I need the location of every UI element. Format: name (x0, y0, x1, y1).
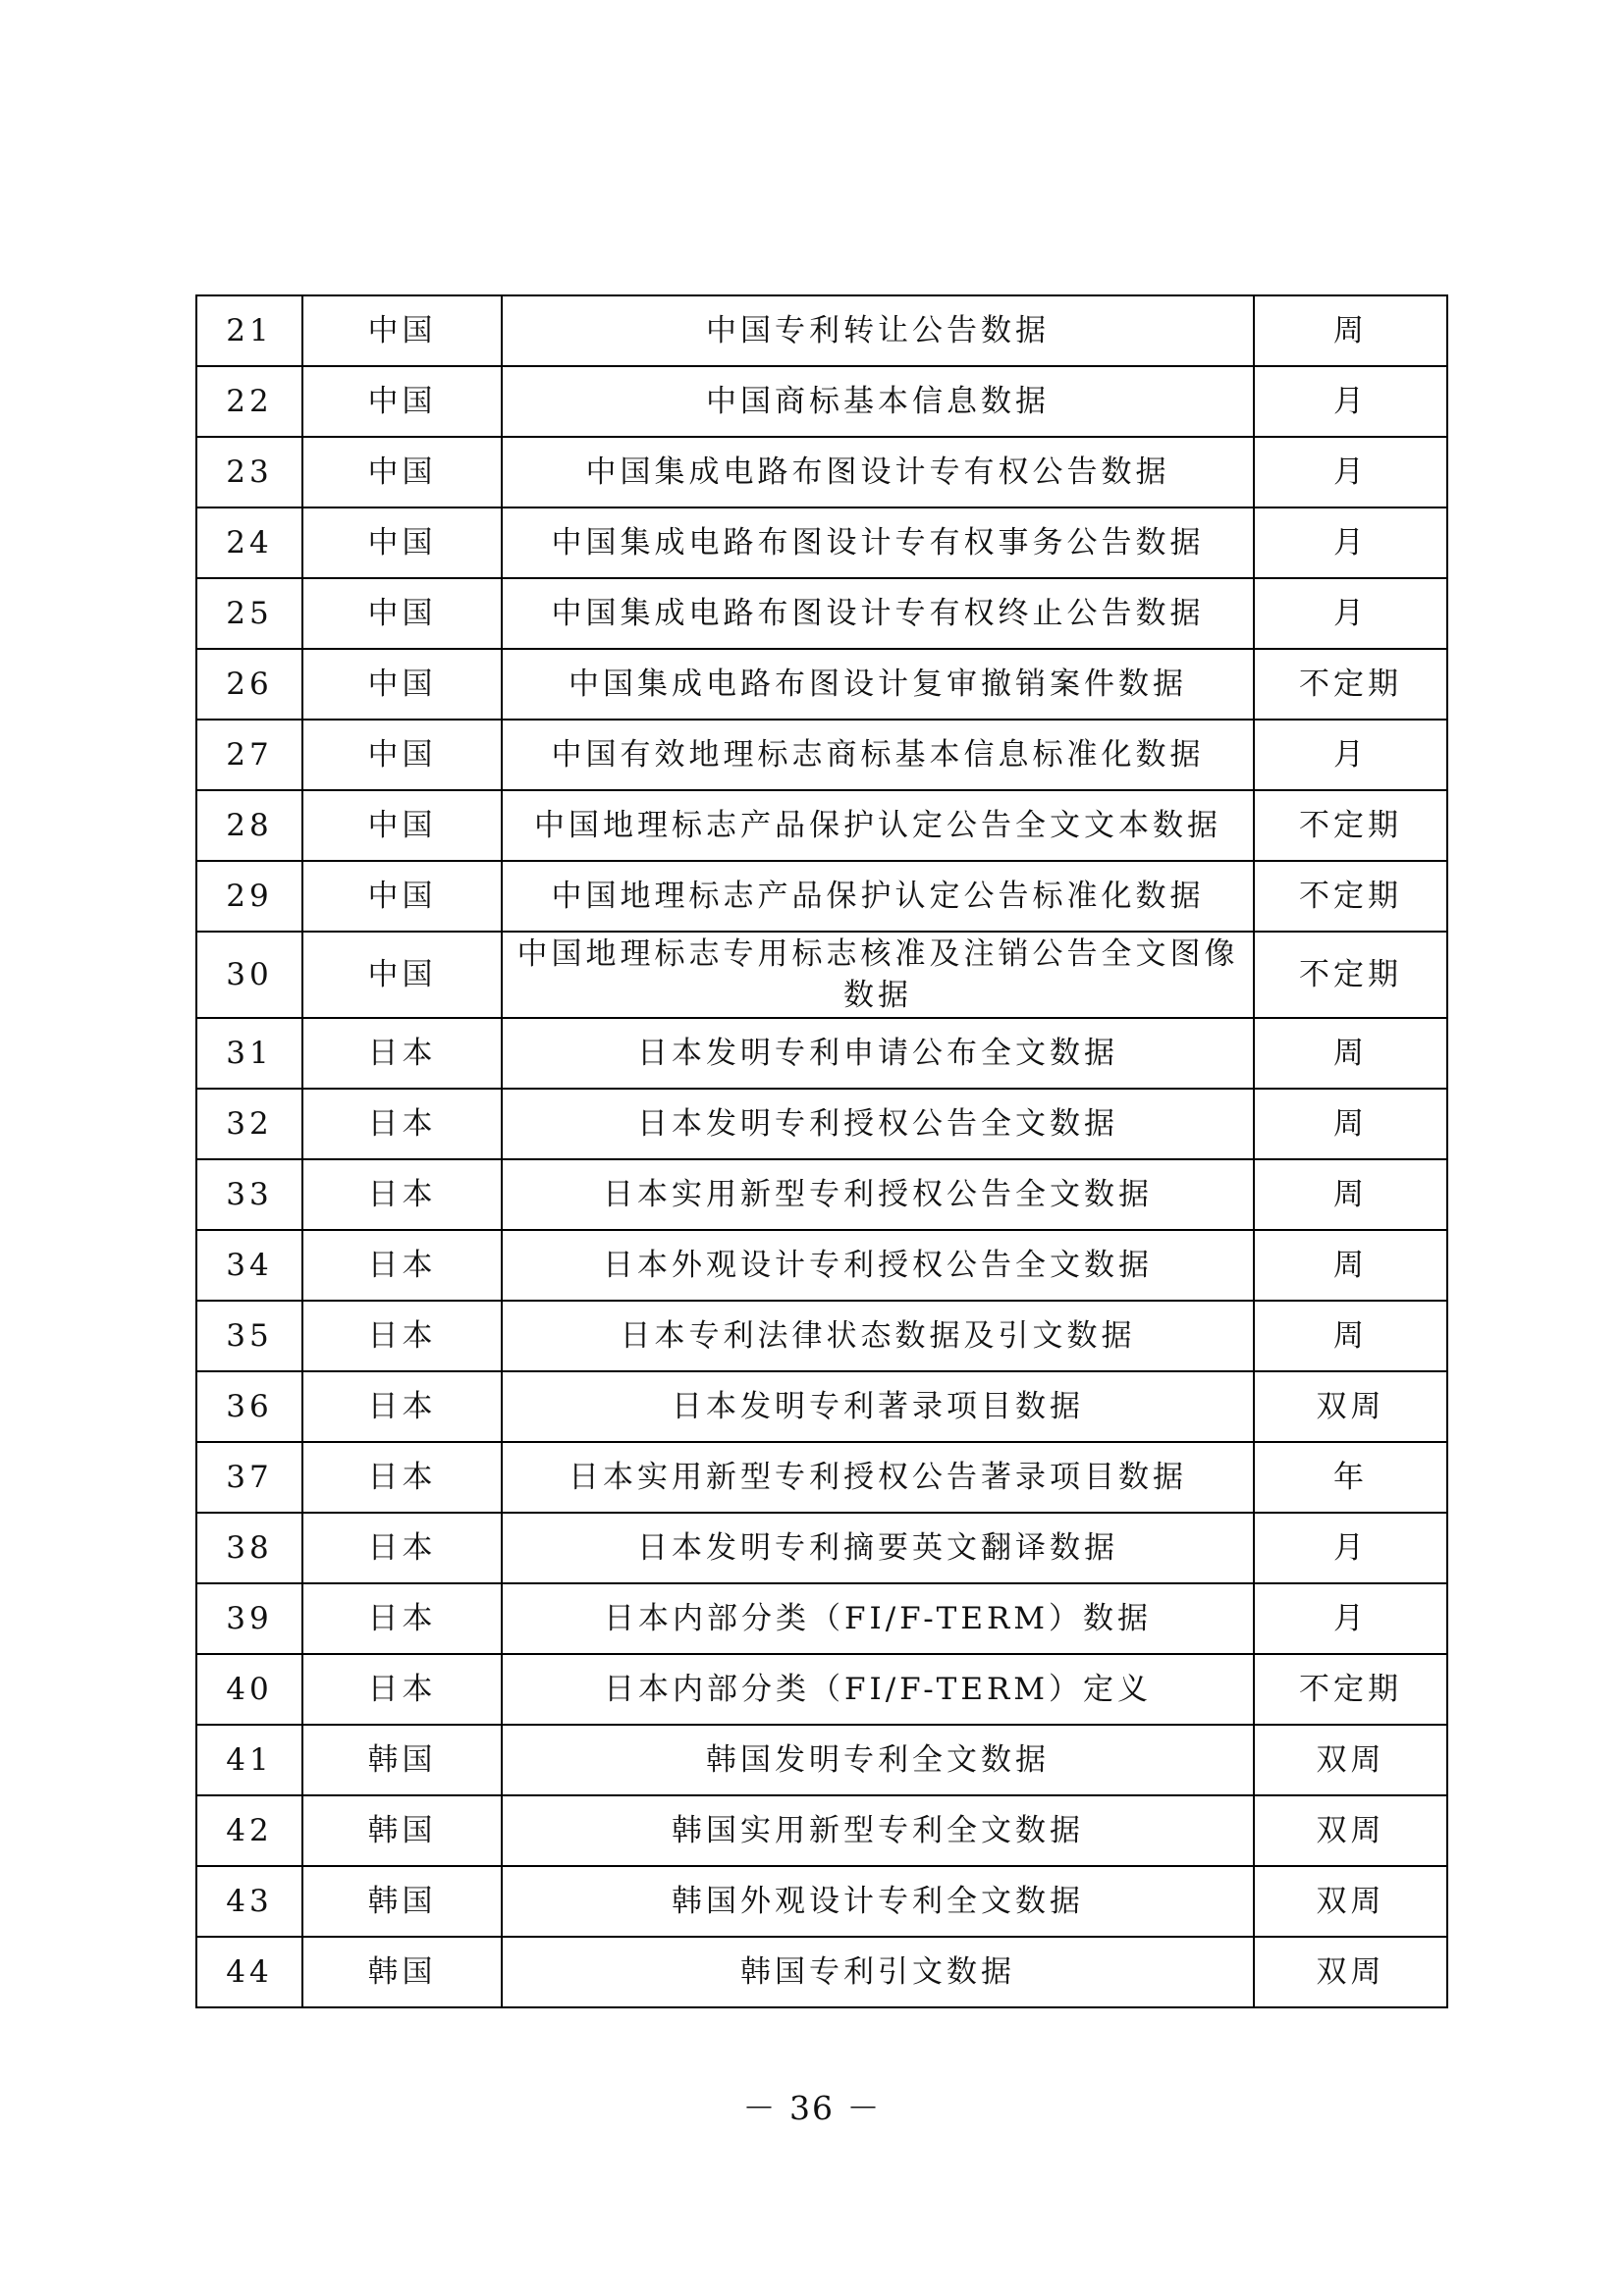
row-data-name: 日本实用新型专利授权公告著录项目数据 (502, 1442, 1254, 1513)
row-frequency: 不定期 (1254, 790, 1447, 861)
table-row (196, 649, 1447, 720)
row-data-name: 韩国发明专利全文数据 (502, 1725, 1254, 1795)
row-number: 35 (196, 1301, 302, 1371)
row-country: 中国 (302, 578, 502, 649)
table-row (196, 507, 1447, 578)
row-country: 日本 (302, 1301, 502, 1371)
row-frequency: 不定期 (1254, 649, 1447, 720)
row-number: 23 (196, 437, 302, 507)
row-number: 24 (196, 507, 302, 578)
row-country: 日本 (302, 1442, 502, 1513)
row-number: 28 (196, 790, 302, 861)
row-data-name: 日本发明专利著录项目数据 (502, 1371, 1254, 1442)
row-country: 中国 (302, 790, 502, 861)
table-row (196, 366, 1447, 437)
table-row (196, 1513, 1447, 1583)
row-frequency: 月 (1254, 578, 1447, 649)
row-country: 韩国 (302, 1937, 502, 2007)
row-number: 43 (196, 1866, 302, 1937)
row-number: 33 (196, 1159, 302, 1230)
row-frequency: 周 (1254, 1089, 1447, 1159)
row-number: 32 (196, 1089, 302, 1159)
row-country: 中国 (302, 366, 502, 437)
row-data-name: 韩国专利引文数据 (502, 1937, 1254, 2007)
row-number: 38 (196, 1513, 302, 1583)
table-row (196, 720, 1447, 790)
row-frequency: 周 (1254, 1301, 1447, 1371)
row-number: 25 (196, 578, 302, 649)
row-data-name: 日本发明专利授权公告全文数据 (502, 1089, 1254, 1159)
row-data-name: 日本外观设计专利授权公告全文数据 (502, 1230, 1254, 1301)
table-row (196, 1301, 1447, 1371)
row-number: 22 (196, 366, 302, 437)
row-frequency: 双周 (1254, 1866, 1447, 1937)
page-number: － 36 － (742, 2089, 882, 2127)
row-number: 34 (196, 1230, 302, 1301)
row-frequency: 月 (1254, 507, 1447, 578)
table-row (196, 1654, 1447, 1725)
row-country: 中国 (302, 437, 502, 507)
row-frequency: 不定期 (1254, 932, 1447, 1018)
row-frequency: 双周 (1254, 1371, 1447, 1442)
row-number: 37 (196, 1442, 302, 1513)
row-country: 日本 (302, 1230, 502, 1301)
row-country: 日本 (302, 1513, 502, 1583)
table-row (196, 437, 1447, 507)
row-number: 29 (196, 861, 302, 932)
row-country: 中国 (302, 861, 502, 932)
row-data-name: 中国地理标志产品保护认定公告标准化数据 (502, 861, 1254, 932)
table-row (196, 578, 1447, 649)
row-number: 27 (196, 720, 302, 790)
row-country: 韩国 (302, 1725, 502, 1795)
row-frequency: 双周 (1254, 1795, 1447, 1866)
table-body (196, 295, 1447, 2007)
row-data-name: 中国集成电路布图设计复审撤销案件数据 (502, 649, 1254, 720)
row-data-name: 中国集成电路布图设计专有权事务公告数据 (502, 507, 1254, 578)
row-data-name: 中国有效地理标志商标基本信息标准化数据 (502, 720, 1254, 790)
row-data-name: 日本发明专利申请公布全文数据 (502, 1018, 1254, 1089)
row-number: 21 (196, 295, 302, 366)
row-frequency: 月 (1254, 720, 1447, 790)
data-resource-table (195, 294, 1448, 2008)
table-row (196, 1371, 1447, 1442)
table-row (196, 1725, 1447, 1795)
row-frequency: 周 (1254, 1230, 1447, 1301)
row-country: 日本 (302, 1089, 502, 1159)
table-row (196, 932, 1447, 1018)
row-frequency: 周 (1254, 1018, 1447, 1089)
row-data-name: 中国集成电路布图设计专有权公告数据 (502, 437, 1254, 507)
row-number: 30 (196, 932, 302, 1018)
table-row (196, 790, 1447, 861)
row-data-name: 中国专利转让公告数据 (502, 295, 1254, 366)
table-row (196, 1230, 1447, 1301)
row-frequency: 双周 (1254, 1937, 1447, 2007)
row-number: 41 (196, 1725, 302, 1795)
row-frequency: 月 (1254, 1513, 1447, 1583)
table-row (196, 295, 1447, 366)
row-data-name: 日本内部分类（FI/F-TERM）定义 (502, 1654, 1254, 1725)
row-frequency: 双周 (1254, 1725, 1447, 1795)
row-country: 中国 (302, 295, 502, 366)
row-data-name: 日本发明专利摘要英文翻译数据 (502, 1513, 1254, 1583)
table-row (196, 1089, 1447, 1159)
row-data-name: 韩国实用新型专利全文数据 (502, 1795, 1254, 1866)
row-country: 日本 (302, 1654, 502, 1725)
row-number: 26 (196, 649, 302, 720)
row-data-name: 中国集成电路布图设计专有权终止公告数据 (502, 578, 1254, 649)
row-country: 日本 (302, 1018, 502, 1089)
row-number: 42 (196, 1795, 302, 1866)
table-row (196, 1159, 1447, 1230)
table-row (196, 1937, 1447, 2007)
row-frequency: 周 (1254, 1159, 1447, 1230)
row-country: 中国 (302, 932, 502, 1018)
row-frequency: 月 (1254, 366, 1447, 437)
table-row (196, 1583, 1447, 1654)
row-country: 中国 (302, 720, 502, 790)
row-country: 日本 (302, 1159, 502, 1230)
table-row (196, 1018, 1447, 1089)
table-row (196, 1795, 1447, 1866)
row-frequency: 年 (1254, 1442, 1447, 1513)
row-frequency: 月 (1254, 437, 1447, 507)
row-data-name: 中国地理标志产品保护认定公告全文文本数据 (502, 790, 1254, 861)
row-number: 36 (196, 1371, 302, 1442)
table-row (196, 861, 1447, 932)
row-data-name: 中国地理标志专用标志核准及注销公告全文图像数据 (502, 932, 1254, 1018)
row-number: 40 (196, 1654, 302, 1725)
row-country: 中国 (302, 507, 502, 578)
row-data-name: 韩国外观设计专利全文数据 (502, 1866, 1254, 1937)
row-frequency: 周 (1254, 295, 1447, 366)
row-frequency: 不定期 (1254, 1654, 1447, 1725)
row-country: 韩国 (302, 1795, 502, 1866)
row-number: 39 (196, 1583, 302, 1654)
row-country: 韩国 (302, 1866, 502, 1937)
row-country: 日本 (302, 1371, 502, 1442)
row-frequency: 不定期 (1254, 861, 1447, 932)
table-row (196, 1442, 1447, 1513)
row-number: 44 (196, 1937, 302, 2007)
row-data-name: 日本专利法律状态数据及引文数据 (502, 1301, 1254, 1371)
table-row (196, 1866, 1447, 1937)
row-country: 日本 (302, 1583, 502, 1654)
row-data-name: 中国商标基本信息数据 (502, 366, 1254, 437)
row-frequency: 月 (1254, 1583, 1447, 1654)
row-country: 中国 (302, 649, 502, 720)
row-data-name: 日本实用新型专利授权公告全文数据 (502, 1159, 1254, 1230)
row-data-name: 日本内部分类（FI/F-TERM）数据 (502, 1583, 1254, 1654)
row-number: 31 (196, 1018, 302, 1089)
